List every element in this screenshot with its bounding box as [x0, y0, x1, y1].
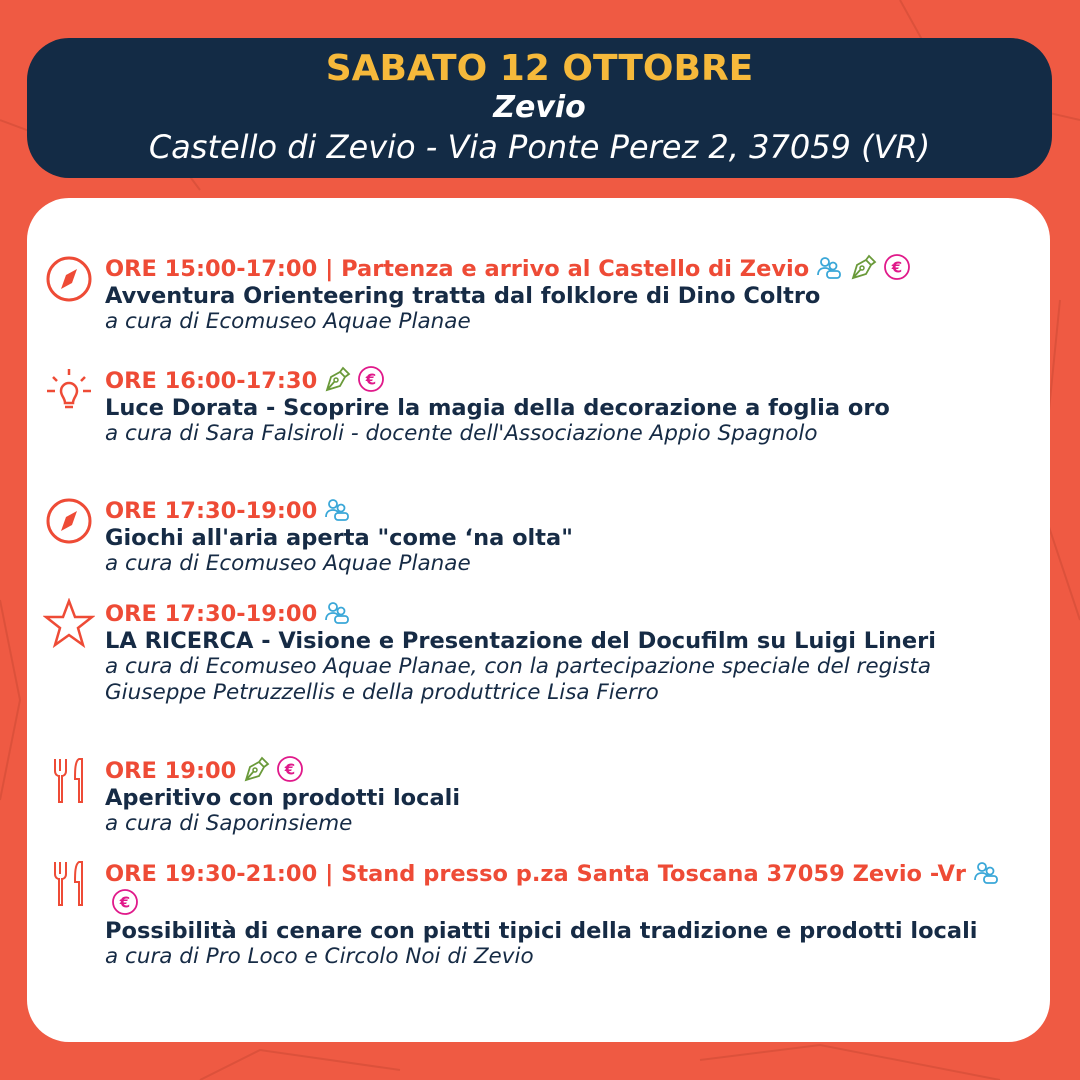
- event-item: [105, 858, 1025, 970]
- event-time-text: ORE 19:30-21:00 | Stand presso p.za Santa Toscana 37059 Zevio -Vr: [105, 861, 967, 887]
- event-organizer: a cura di Ecomuseo Aquae Planae, con la partecipazione speciale del regista Giuseppe Petruzzellis e della produttrice Lisa Fierro: [105, 654, 932, 705]
- event-time-text: ORE 17:30-19:00: [105, 498, 318, 524]
- event-time: [105, 755, 1025, 785]
- fork-knife-icon: [43, 755, 95, 807]
- svg-text:€: €: [891, 258, 903, 277]
- pen-nib-icon: [242, 755, 270, 783]
- event-item: [105, 253, 1025, 335]
- event-title: Luce Dorata - Scoprire la magia della decorazione a foglia oro: [105, 395, 890, 421]
- pen-nib-icon: [849, 253, 877, 281]
- event-organizer: a cura di Saporinsieme: [105, 811, 353, 836]
- people-icon: [972, 858, 1000, 886]
- event-item: [105, 598, 1025, 706]
- event-time-text: ORE 16:00-17:30: [105, 368, 318, 394]
- event-organizer: a cura di Ecomuseo Aquae Planae: [105, 551, 471, 576]
- people-icon: [323, 495, 351, 523]
- event-organizer: a cura di Sara Falsiroli - docente dell'Associazione Appio Spagnolo: [105, 421, 818, 446]
- fork-knife-icon: [43, 858, 95, 910]
- event-time: [105, 495, 1025, 525]
- euro-icon: [883, 253, 911, 281]
- event-organizer: a cura di Ecomuseo Aquae Planae: [105, 309, 471, 334]
- event-time: [105, 365, 1025, 395]
- event-time: [105, 253, 1025, 283]
- event-item: [105, 365, 1025, 447]
- program-card: [27, 198, 1050, 1042]
- event-time: [105, 598, 1025, 628]
- svg-text:€: €: [119, 893, 131, 912]
- people-icon: [323, 598, 351, 626]
- event-date: SABATO 12 OTTOBRE: [325, 48, 754, 89]
- pen-nib-icon: [323, 365, 351, 393]
- event-title: Avventura Orienteering tratta dal folklore di Dino Coltro: [105, 283, 821, 309]
- event-item: [105, 755, 1025, 837]
- svg-text:€: €: [366, 370, 377, 389]
- event-town: Zevio: [493, 90, 586, 125]
- people-icon: [815, 253, 843, 281]
- compass-icon: [43, 495, 95, 547]
- event-time-text: ORE 15:00-17:00 | Partenza e arrivo al Castello di Zevio: [105, 256, 810, 282]
- header-banner: [27, 38, 1052, 178]
- event-item: [105, 495, 1025, 577]
- svg-text:€: €: [285, 760, 296, 779]
- event-time-text: ORE 17:30-19:00: [105, 601, 318, 627]
- event-organizer: a cura di Pro Loco e Circolo Noi di Zevio: [105, 944, 534, 969]
- event-title: Giochi all'aria aperta "come ‘na olta": [105, 525, 573, 551]
- compass-icon: [43, 253, 95, 305]
- euro-icon: [276, 755, 304, 783]
- event-title: Possibilità di cenare con piatti tipici della tradizione e prodotti locali: [105, 918, 978, 944]
- star-icon: [43, 598, 95, 650]
- event-time-text: ORE 19:00: [105, 758, 237, 784]
- euro-icon: [357, 365, 385, 393]
- event-time: [105, 858, 1025, 918]
- event-address: Castello di Zevio - Via Ponte Perez 2, 37059 (VR): [148, 128, 931, 166]
- euro-icon: [111, 888, 139, 916]
- event-title: LA RICERCA - Visione e Presentazione del Docufilm su Luigi Lineri: [105, 628, 936, 654]
- lightbulb-icon: [43, 365, 95, 417]
- event-title: Aperitivo con prodotti locali: [105, 785, 461, 811]
